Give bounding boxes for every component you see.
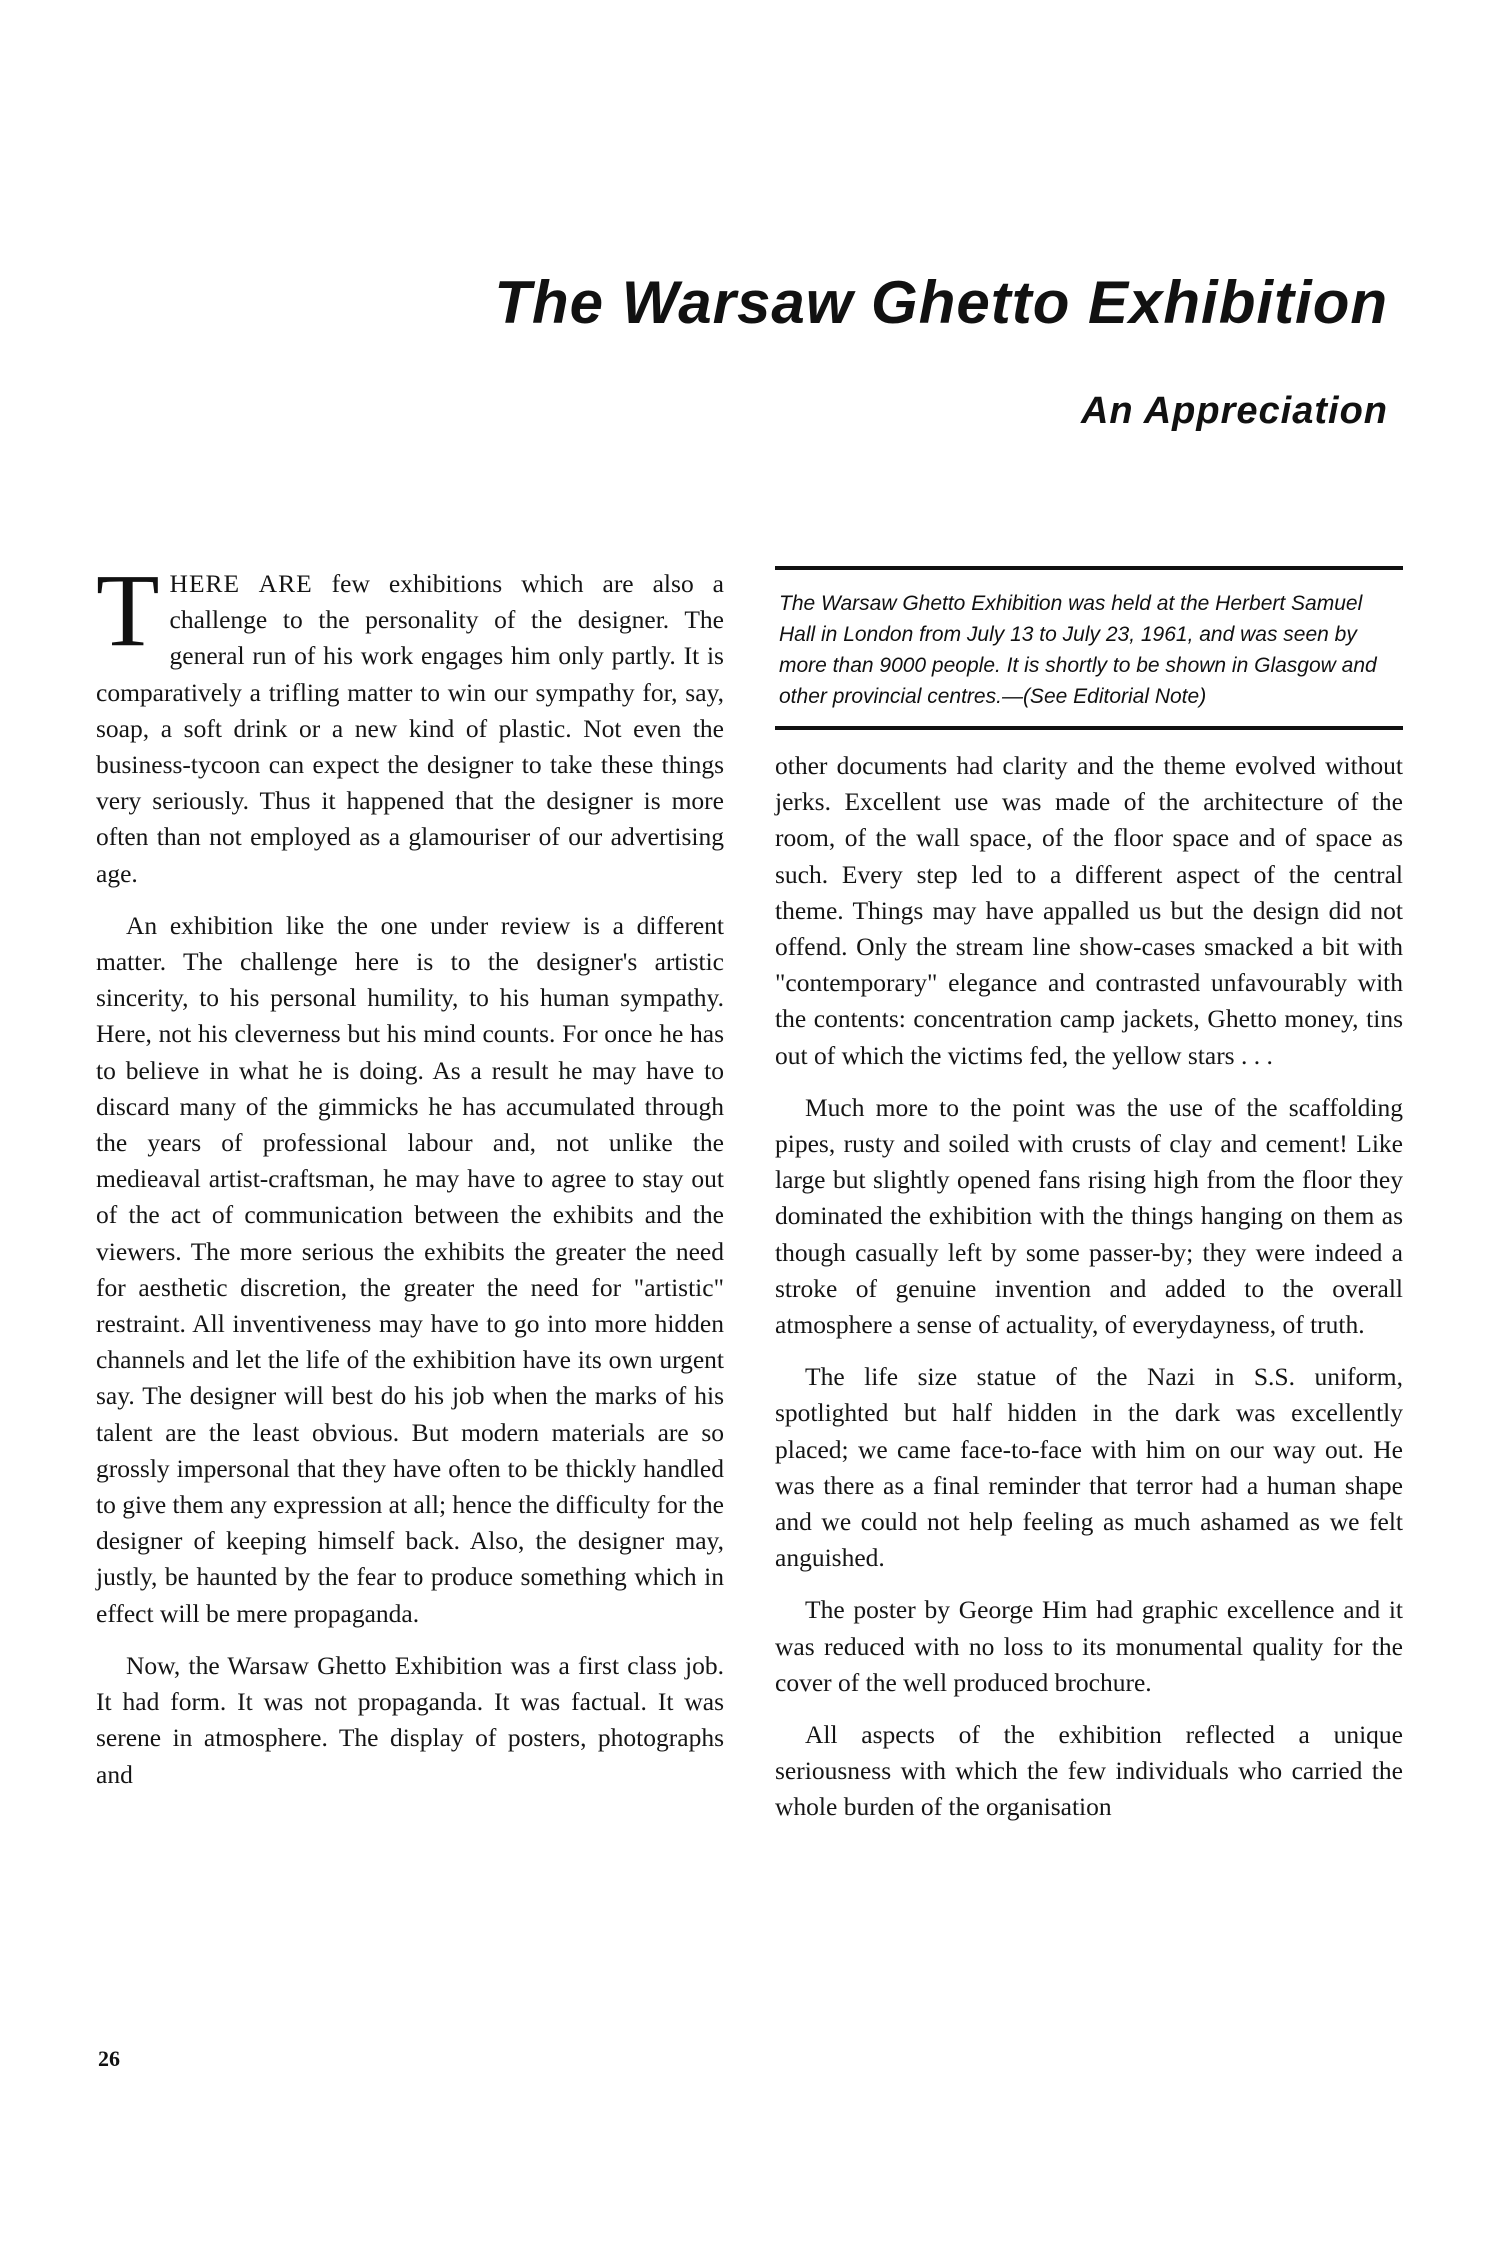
- opening-smallcaps: HERE ARE: [169, 569, 313, 598]
- right-paragraph-3: The life size statue of the Nazi in S.S. uniform, spotlighted but half hidden in the dark was excellently placed; we came face-to-face with him on our way out. He was there as a final reminder that terror had a human shape and we could not help feeling as much ashamed as we felt anguished.: [775, 1362, 1403, 1573]
- page-number: 26: [98, 2046, 120, 2071]
- drop-cap: T: [96, 553, 160, 668]
- right-paragraph-4: The poster by George Him had graphic excellence and it was reduced with no loss to its monumental quality for the cover of the well produced brochure.: [775, 1595, 1403, 1697]
- opening-paragraph: [96, 553, 724, 892]
- right-column: [775, 566, 1403, 1826]
- left-column: [96, 553, 724, 1793]
- article-subtitle: An Appreciation: [1080, 390, 1388, 432]
- editorial-note-box: [775, 566, 1403, 730]
- opening-text: few exhibitions which are also a challenge to the personality of the designer. The general run of his work engages him only partly. It is comparatively a trifling matter to win our sympathy for, say, soap, a soft drink or a new kind of plastic. Not even the business-tycoon can expect the designer to take these things very seriously. Thus it happened that the designer is more often than not employed as a glamouriser of our advertising age.: [96, 569, 724, 888]
- editorial-note-text: The Warsaw Ghetto Exhibition was held at the Herbert Samuel Hall in London from July 13 to July 23, 1961, and was seen by more than 9000 people. It is shortly to be shown in Glasgow and other provincial centres.—(See Editorial Note): [779, 592, 1377, 708]
- right-paragraph-5: All aspects of the exhibition reflected a unique seriousness with which the few individuals who carried the whole burden of the organisation: [775, 1720, 1403, 1822]
- right-paragraph-1: other documents had clarity and the theme evolved without jerks. Excellent use was made of the architecture of the room, of the wall space, of the floor space and of space as such. Every step led to a different aspect of the central theme. Things may have appalled us but the design did not offend. Only the stream line show-cases smacked a bit with "contemporary" elegance and contrasted unfavourably with the contents: concentration camp jackets, Ghetto money, tins out of which the victims fed, the yellow stars . . .: [775, 751, 1403, 1070]
- left-paragraph-3: Now, the Warsaw Ghetto Exhibition was a first class job. It had form. It was not propaganda. It was factual. It was serene in atmosphere. The display of posters, photographs and: [96, 1650, 724, 1789]
- right-paragraph-2: Much more to the point was the use of the scaffolding pipes, rusty and soiled with crusts of clay and cement! Like large but slightly opened fans rising high from the floor they dominated the exhibition with the things hanging on them as though casually left by some passer-by; they were indeed a stroke of genuine invention and added to the overall atmosphere a sense of actuality, of everydayness, of truth.: [775, 1092, 1403, 1340]
- article-title: The Warsaw Ghetto Exhibition: [494, 269, 1388, 336]
- left-paragraph-2: An exhibition like the one under review is a different matter. The challenge here is to the designer's artistic sincerity, to his personal humility, to his human sympathy. Here, not his cleverness but his mind counts. For once he has to believe in what he is doing. As a result he may have to discard many of the gimmicks he has accumulated through the years of professional labour and, not unlike the medieaval artist-craftsman, he may have to agree to stay out of the act of communication between the exhibits and the viewers. The more serious the exhibits the greater the need for aesthetic discretion, the greater the need for "artistic" restraint. All inventiveness may have to go into more hidden channels and let the life of the exhibition have its own urgent say. The designer will best do his job when the marks of his talent are the least obvious. But modern materials are so grossly impersonal that they have often to be thickly handled to give them any expression at all; hence the difficulty for the designer of keeping himself back. Also, the designer may, justly, be haunted by the fear to produce something which in effect will be mere propaganda.: [96, 910, 724, 1628]
